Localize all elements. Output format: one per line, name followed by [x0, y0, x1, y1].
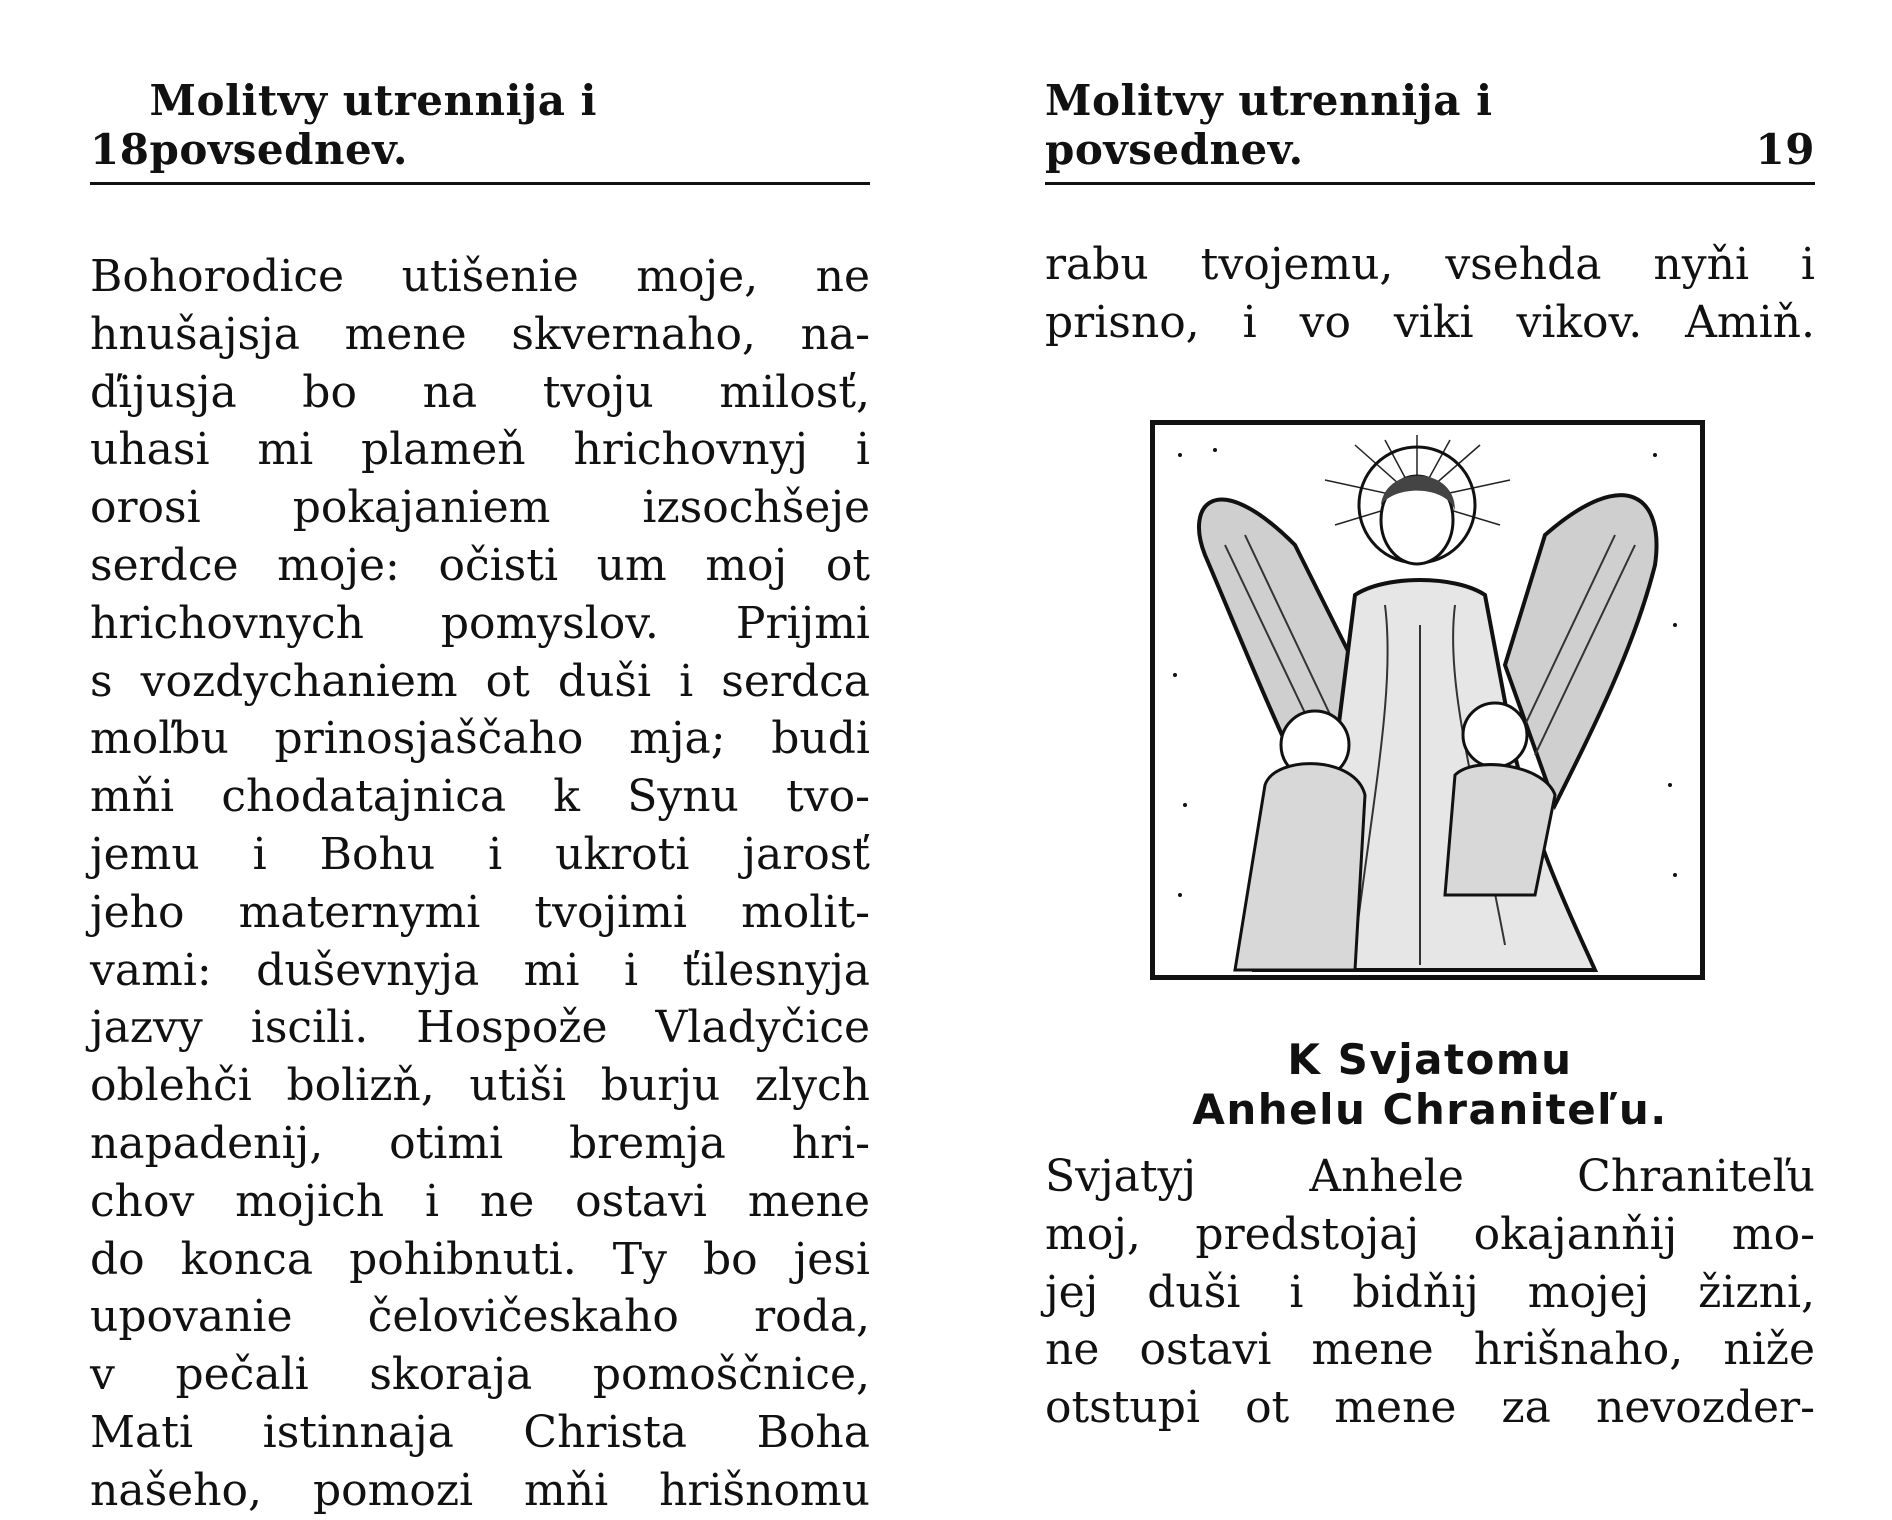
text-line: rabu tvojemu, vsehda nyňi i — [1045, 239, 1815, 290]
text-line: upovanie čelovičeskaho roda, — [90, 1291, 870, 1343]
prayer-heading-line1: K Svjatomu — [1287, 1035, 1573, 1084]
text-line: otstupi ot mene za nevozder- — [1045, 1382, 1815, 1434]
guardian-angel-icon — [1155, 425, 1700, 975]
text-line: hrichovnych pomyslov. Prijmi — [90, 597, 870, 649]
text-line: s vozdychaniem ot duši i serdca — [90, 655, 870, 707]
right-page-number: 19 — [1755, 125, 1815, 174]
right-page — [1045, 0, 1815, 1500]
text-line: hnušajsja mene skvernaho, na- — [90, 308, 870, 360]
left-body-text — [90, 248, 870, 1520]
text-line: prisno, i vo viki vikov. Amiň. — [1045, 296, 1815, 348]
right-running-head — [1045, 76, 1815, 174]
text-line: Mati istinnaja Christa Boha — [90, 1406, 870, 1458]
right-head-rule — [1045, 182, 1815, 185]
text-line: orosi pokajaniem izsochšeje — [90, 482, 870, 534]
left-page-number: 18 — [90, 125, 150, 174]
guardian-angel-illustration — [1150, 420, 1705, 980]
text-line: uhasi mi plameň hrichovnyj i — [90, 424, 870, 476]
text-line: chov mojich i ne ostavi mene — [90, 1175, 870, 1227]
text-line: našeho, pomozi mňi hrišnomu — [90, 1464, 870, 1516]
text-line: jazvy iscili. Hospože Vladyčice — [90, 1002, 870, 1054]
prayer-heading-line2: Anhelu Chraniteľu. — [1192, 1085, 1668, 1134]
left-head-rule — [90, 182, 870, 185]
text-line: jemu i Bohu i ukroti jarosť — [90, 828, 870, 880]
text-line: jej duši i bidňij mojej žizni, — [1045, 1266, 1815, 1318]
left-head-title: Molitvy utrennija i povsednev. — [149, 76, 597, 174]
text-line: Bohorodice utišenie moje, ne — [90, 251, 870, 302]
left-running-head — [90, 76, 870, 174]
text-line: napadenij, otimi bremja hri- — [90, 1117, 870, 1169]
right-bottom-text — [1045, 1148, 1815, 1437]
text-line: mňi chodatajnica k Synu tvo- — [90, 771, 870, 823]
text-line: v pečali skoraja pomoščnice, — [90, 1349, 870, 1401]
text-line: do konca pohibnuti. Ty bo jesi — [90, 1233, 870, 1285]
text-line: vami: duševnyja mi i ťilesnyja — [90, 944, 870, 996]
text-line: ne ostavi mene hrišnaho, niže — [1045, 1324, 1815, 1376]
right-head-title: Molitvy utrennija i povsednev. — [1045, 76, 1493, 174]
right-top-text — [1045, 236, 1815, 352]
text-line: moj, predstojaj okajanňij mo- — [1045, 1208, 1815, 1260]
text-line: jeho maternymi tvojimi molit- — [90, 886, 870, 938]
text-line: moľbu prinosjaščaho mja; budi — [90, 713, 870, 765]
text-line: serdce moje: očisti um moj ot — [90, 539, 870, 591]
text-line: Svjatyj Anhele Chraniteľu — [1045, 1151, 1815, 1202]
left-page — [90, 0, 870, 1516]
text-line: oblehči bolizň, utiši burju zlych — [90, 1060, 870, 1112]
text-line: ďijusja bo na tvoju milosť, — [90, 366, 870, 418]
